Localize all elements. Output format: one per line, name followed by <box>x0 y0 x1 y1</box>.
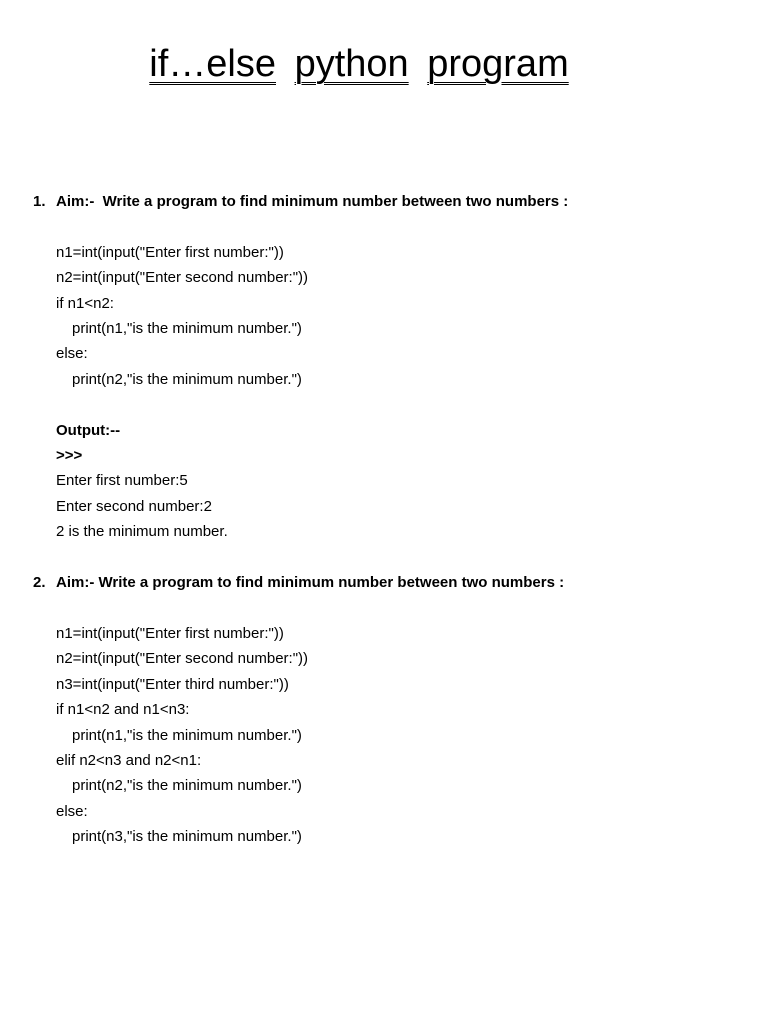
section1-code-line: else: <box>56 345 88 362</box>
section1-code-line: if n1<n2: <box>56 295 114 312</box>
section2-code-line: print(n3,"is the minimum number.") <box>72 828 302 845</box>
section1-prompt: >>> <box>56 447 83 464</box>
section2-code-line: n2=int(input("Enter second number:")) <box>56 650 309 667</box>
section2-code-line: else: <box>56 803 88 820</box>
section2-code-line: n1=int(input("Enter first number:")) <box>56 625 284 642</box>
section2-code-line: elif n2<n3 and n2<n1: <box>56 752 202 769</box>
page-title <box>0 38 718 90</box>
title-word-python: python <box>294 43 409 85</box>
section1-aim: Aim:- Write a program to find minimum number between two numbers : <box>56 193 569 210</box>
title-word-program: program <box>427 43 569 85</box>
section1-output-label: Output:-- <box>56 422 121 439</box>
section2-code-line: n3=int(input("Enter third number:")) <box>56 676 289 693</box>
section2-code-line: print(n2,"is the minimum number.") <box>72 777 302 794</box>
section1-output-line: Enter first number:5 <box>56 472 188 489</box>
section1-code-line: print(n1,"is the minimum number.") <box>72 320 302 337</box>
section1-code-line: n1=int(input("Enter first number:")) <box>56 244 284 261</box>
section1-number: 1. <box>33 193 46 210</box>
section1-code-line: print(n2,"is the minimum number.") <box>72 371 302 388</box>
section2-number: 2. <box>33 574 46 591</box>
section1-output-line: Enter second number:2 <box>56 498 212 515</box>
title-word-if-else: if…else <box>149 43 276 85</box>
section2-code-line: print(n1,"is the minimum number.") <box>72 727 302 744</box>
section2-aim: Aim:- Write a program to find minimum number between two numbers : <box>56 574 565 591</box>
section1-code-line: n2=int(input("Enter second number:")) <box>56 269 309 286</box>
section2-code-line: if n1<n2 and n1<n3: <box>56 701 190 718</box>
section1-output-line: 2 is the minimum number. <box>56 523 228 540</box>
